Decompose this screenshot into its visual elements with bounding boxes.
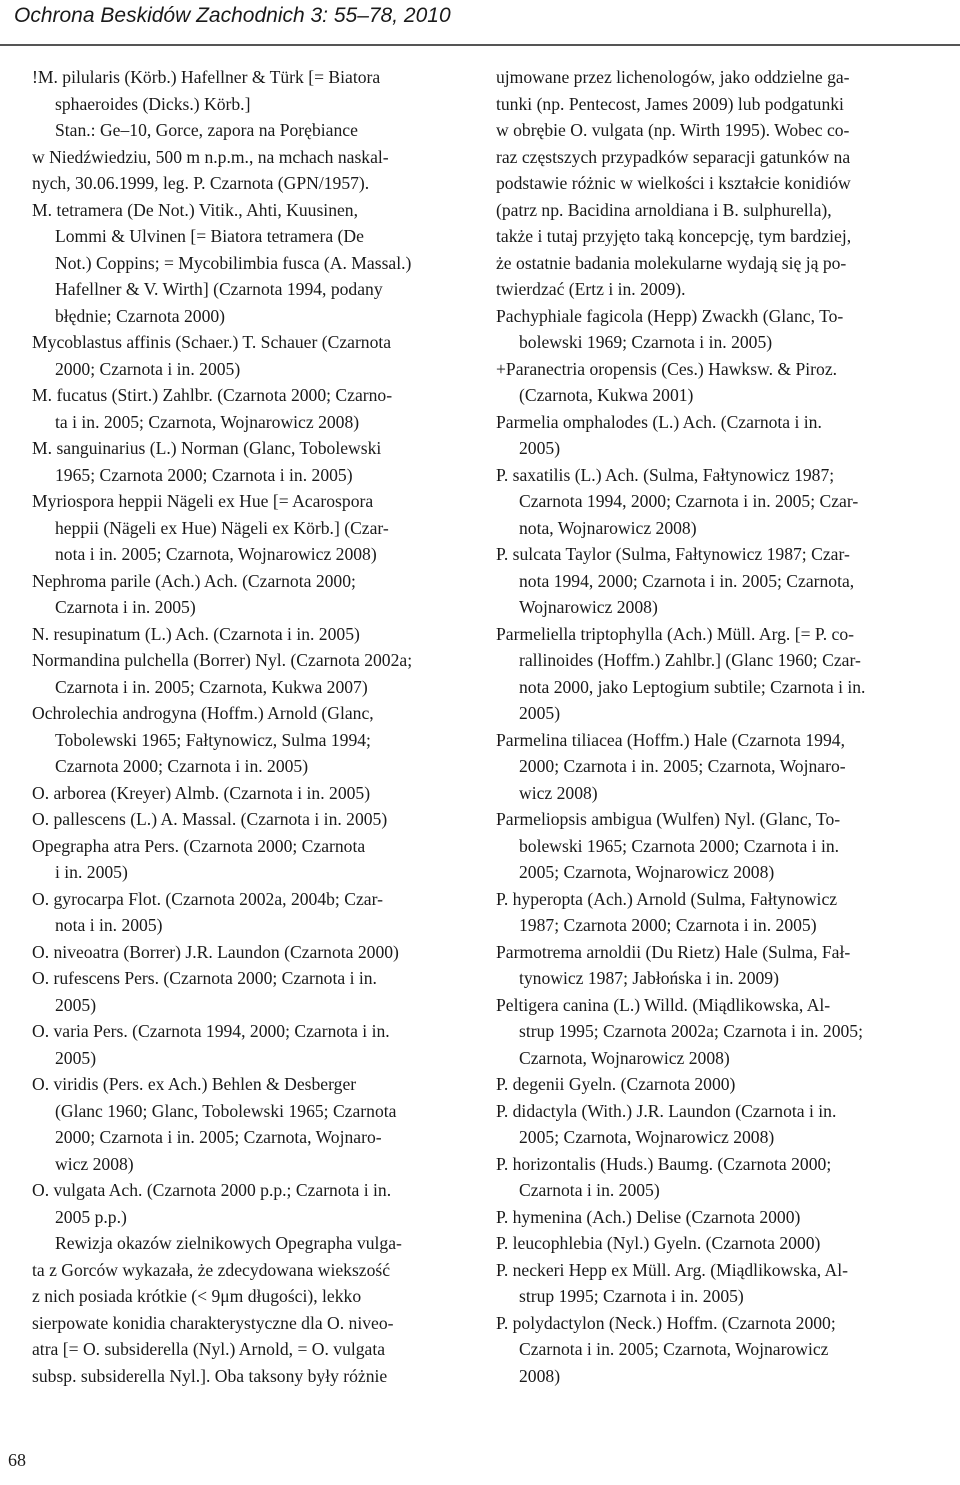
text-line: Tobolewski 1965; Fałtynowicz, Sulma 1994; [55,729,371,750]
text-line: w Niedźwiedziu, 500 m n.p.m., na mchach naskal- [32,146,389,167]
text-line: strup 1995; Czarnota 2002a; Czarnota i in. 2005; [519,1021,863,1041]
text-line: subsp. subsiderella Nyl.]. Oba taksony były różnie [32,1365,388,1386]
text-line: P. didactyla (With.) J.R. Laundon (Czarnota i in. [496,1100,837,1121]
header-rule [0,44,960,46]
text-line: Parmelia omphalodes (L.) Ach. (Czarnota i in. [496,411,822,432]
text-line: Czarnota i in. 2005) [519,1180,660,1200]
page-number: 68 [8,1450,26,1470]
text-line: P. leucophlebia (Nyl.) Gyeln. (Czarnota 2000) [496,1233,821,1253]
text-line: Normandina pulchella (Borrer) Nyl. (Czarnota 2002a; [32,650,413,670]
text-line: N. resupinatum (L.) Ach. (Czarnota i in. 2005) [32,623,360,644]
text-line: bolewski 1969; Czarnota i in. 2005) [519,332,773,352]
text-line: 2000; Czarnota i in. 2005; Czarnota, Wojnaro- [55,1127,382,1147]
text-line: 2005; Czarnota, Wojnarowicz 2008) [519,862,775,882]
text-line: Pachyphiale fagicola (Hepp) Zwackh (Glanc, To- [496,305,844,326]
text-line: ujmowane przez lichenologów, jako oddzielne ga- [496,67,850,87]
text-line: 2005) [55,994,97,1015]
text-line: sierpowate konidia charakterystyczne dla O. niveo- [32,1312,394,1333]
text-line: O. varia Pers. (Czarnota 1994, 2000; Czarnota i in. [32,1021,390,1041]
text-line: także i tutaj przyjęto taką koncepcję, tym bardziej, [496,226,852,246]
text-line: P. hymenina (Ach.) Delise (Czarnota 2000) [496,1206,801,1227]
text-line: twierdzać (Ertz i in. 2009). [496,279,686,299]
text-line: 2005) [519,703,561,723]
text-line: błędnie; Czarnota 2000) [55,305,226,326]
text-line: Parmeliopsis ambigua (Wulfen) Nyl. (Glanc, To- [496,809,841,829]
text-line: Ochrolechia androgyna (Hoffm.) Arnold (Glanc, [32,703,374,723]
text-line: P. saxatilis (L.) Ach. (Sulma, Fałtynowicz 1987; [496,464,835,485]
text-line: w obrębie O. vulgata (np. Wirth 1995). Wobec co- [496,120,850,140]
text-line: Lommi & Ulvinen [= Biatora tetramera (De [55,226,364,246]
text-line: Czarnota i in. 2005) [55,597,196,617]
text-line: Czarnota, Wojnarowicz 2008) [519,1047,730,1068]
text-line: O. viridis (Pers. ex Ach.) Behlen & Desberger [32,1074,357,1094]
text-line: Stan.: Ge–10, Gorce, zapora na Porębiance [55,120,358,140]
text-line: Wojnarowicz 2008) [519,597,658,617]
text-line: atra [= O. subsiderella (Nyl.) Arnold, = O. vulgata [32,1339,386,1359]
text-line: Mycoblastus affinis (Schaer.) T. Schauer (Czarnota [32,332,392,352]
text-line: !M. pilularis (Körb.) Hafellner & Türk [= Biatora [32,67,381,87]
text-line: strup 1995; Czarnota i in. 2005) [519,1286,744,1306]
text-line: Czarnota 2000; Czarnota i in. 2005) [55,756,309,776]
text-line: O. arborea (Kreyer) Almb. (Czarnota i in. 2005) [32,782,371,803]
text-line: O. vulgata Ach. (Czarnota 2000 p.p.; Czarnota i in. [32,1180,392,1200]
text-line: Nephroma parile (Ach.) Ach. (Czarnota 2000; [32,570,356,591]
text-line: podstawie różnic w wielkości i kształcie konidiów [496,173,851,193]
text-line: +Paranectria oropensis (Ces.) Hawksw. & Piroz. [496,358,838,379]
text-line: raz częstszych przypadków separacji gatunków na [496,146,851,167]
text-line: O. pallescens (L.) A. Massal. (Czarnota i in. 2005) [32,809,388,829]
text-line: (patrz np. Bacidina arnoldiana i B. sulphurella), [496,199,832,220]
text-line: P. horizontalis (Huds.) Baumg. (Czarnota 2000; [496,1153,832,1174]
text-line: 2005) [519,438,561,458]
text-line: 1987; Czarnota 2000; Czarnota i in. 2005) [519,915,817,935]
text-line: sphaeroides (Dicks.) Körb.] [55,93,251,114]
text-line: P. sulcata Taylor (Sulma, Fałtynowicz 1987; Czar- [496,544,850,564]
text-line: nota, Wojnarowicz 2008) [519,517,697,538]
text-line: Czarnota i in. 2005; Czarnota, Wojnarowicz [519,1339,829,1359]
text-line: nota i in. 2005) [55,915,163,935]
text-line: Parmotrema arnoldii (Du Rietz) Hale (Sulma, Fał- [496,941,851,962]
text-line: Peltigera canina (L.) Willd. (Miądlikowska, Al- [496,994,831,1015]
left-column [32,64,472,1389]
text-line: ta z Gorców wykazała, że zdecydowana wiekszość [32,1259,391,1280]
text-line: Rewizja okazów zielnikowych Opegrapha vulga- [55,1233,402,1253]
text-line: heppii (Nägeli ex Hue) Nägeli ex Körb.] (Czar- [55,517,389,538]
text-line: 2008) [519,1365,561,1386]
text-line: 2000; Czarnota i in. 2005) [55,358,241,379]
text-line: 2005; Czarnota, Wojnarowicz 2008) [519,1127,775,1147]
text-line: rallinoides (Hoffm.) Zahlbr.] (Glanc 1960; Czar- [519,650,861,670]
text-line: M. fucatus (Stirt.) Zahlbr. (Czarnota 2000; Czarno- [32,385,393,405]
right-column [496,64,938,1389]
text-line: (Czarnota, Kukwa 2001) [519,385,694,405]
text-line: 2005) [55,1047,97,1068]
text-line: Parmeliella triptophylla (Ach.) Müll. Arg. [= P. co- [496,623,854,644]
text-line: z nich posiada krótkie (< 9μm długości), lekko [32,1286,362,1306]
text-line: P. polydactylon (Neck.) Hoffm. (Czarnota 2000; [496,1312,836,1333]
text-line: M. sanguinarius (L.) Norman (Glanc, Tobolewski [32,438,382,458]
text-line: nych, 30.06.1999, leg. P. Czarnota (GPN/1957). [32,173,370,193]
text-line: tynowicz 1987; Jabłońska i in. 2009) [519,968,779,988]
text-line: wicz 2008) [55,1153,134,1174]
text-line: 1965; Czarnota 2000; Czarnota i in. 2005) [55,464,353,485]
text-line: O. gyrocarpa Flot. (Czarnota 2002a, 2004b; Czar- [32,888,383,909]
text-line: (Glanc 1960; Glanc, Tobolewski 1965; Czarnota [55,1100,397,1121]
text-line: ta i in. 2005; Czarnota, Wojnarowicz 2008) [55,411,360,432]
text-line: P. degenii Gyeln. (Czarnota 2000) [496,1074,736,1094]
text-line: i in. 2005) [55,862,128,882]
text-line: Not.) Coppins; = Mycobilimbia fusca (A. Massal.) [55,252,412,273]
text-line: Opegrapha atra Pers. (Czarnota 2000; Czarnota [32,835,366,856]
text-line: tunki (np. Pentecost, James 2009) lub podgatunki [496,93,844,114]
text-line: 2000; Czarnota i in. 2005; Czarnota, Wojnaro- [519,756,846,776]
text-line: nota 2000, jako Leptogium subtile; Czarnota i in. [519,676,866,697]
text-line: Parmelina tiliacea (Hoffm.) Hale (Czarnota 1994, [496,729,845,750]
text-line: 2005 p.p.) [55,1206,127,1227]
text-line: M. tetramera (De Not.) Vitik., Ahti, Kuusinen, [32,199,358,220]
running-head: Ochrona Beskidów Zachodnich 3: 55–78, 2010 [14,4,451,27]
text-line: P. neckeri Hepp ex Müll. Arg. (Miądlikowska, Al- [496,1259,848,1280]
text-line: P. hyperopta (Ach.) Arnold (Sulma, Fałtynowicz [496,888,838,909]
text-line: nota 1994, 2000; Czarnota i in. 2005; Czarnota, [519,570,855,591]
text-line: O. niveoatra (Borrer) J.R. Laundon (Czarnota 2000) [32,941,399,962]
text-line: O. rufescens Pers. (Czarnota 2000; Czarnota i in. [32,968,377,988]
text-line: Czarnota 1994, 2000; Czarnota i in. 2005; Czar- [519,491,859,511]
text-line: Czarnota i in. 2005; Czarnota, Kukwa 2007) [55,676,368,697]
text-line: nota i in. 2005; Czarnota, Wojnarowicz 2008) [55,544,377,564]
text-line: Hafellner & V. Wirth] (Czarnota 1994, podany [55,279,383,299]
text-line: wicz 2008) [519,782,598,803]
text-line: Myriospora heppii Nägeli ex Hue [= Acarospora [32,491,374,511]
text-line: że ostatnie badania molekularne wydają się ją po- [496,252,847,273]
text-line: bolewski 1965; Czarnota 2000; Czarnota i in. [519,835,840,856]
